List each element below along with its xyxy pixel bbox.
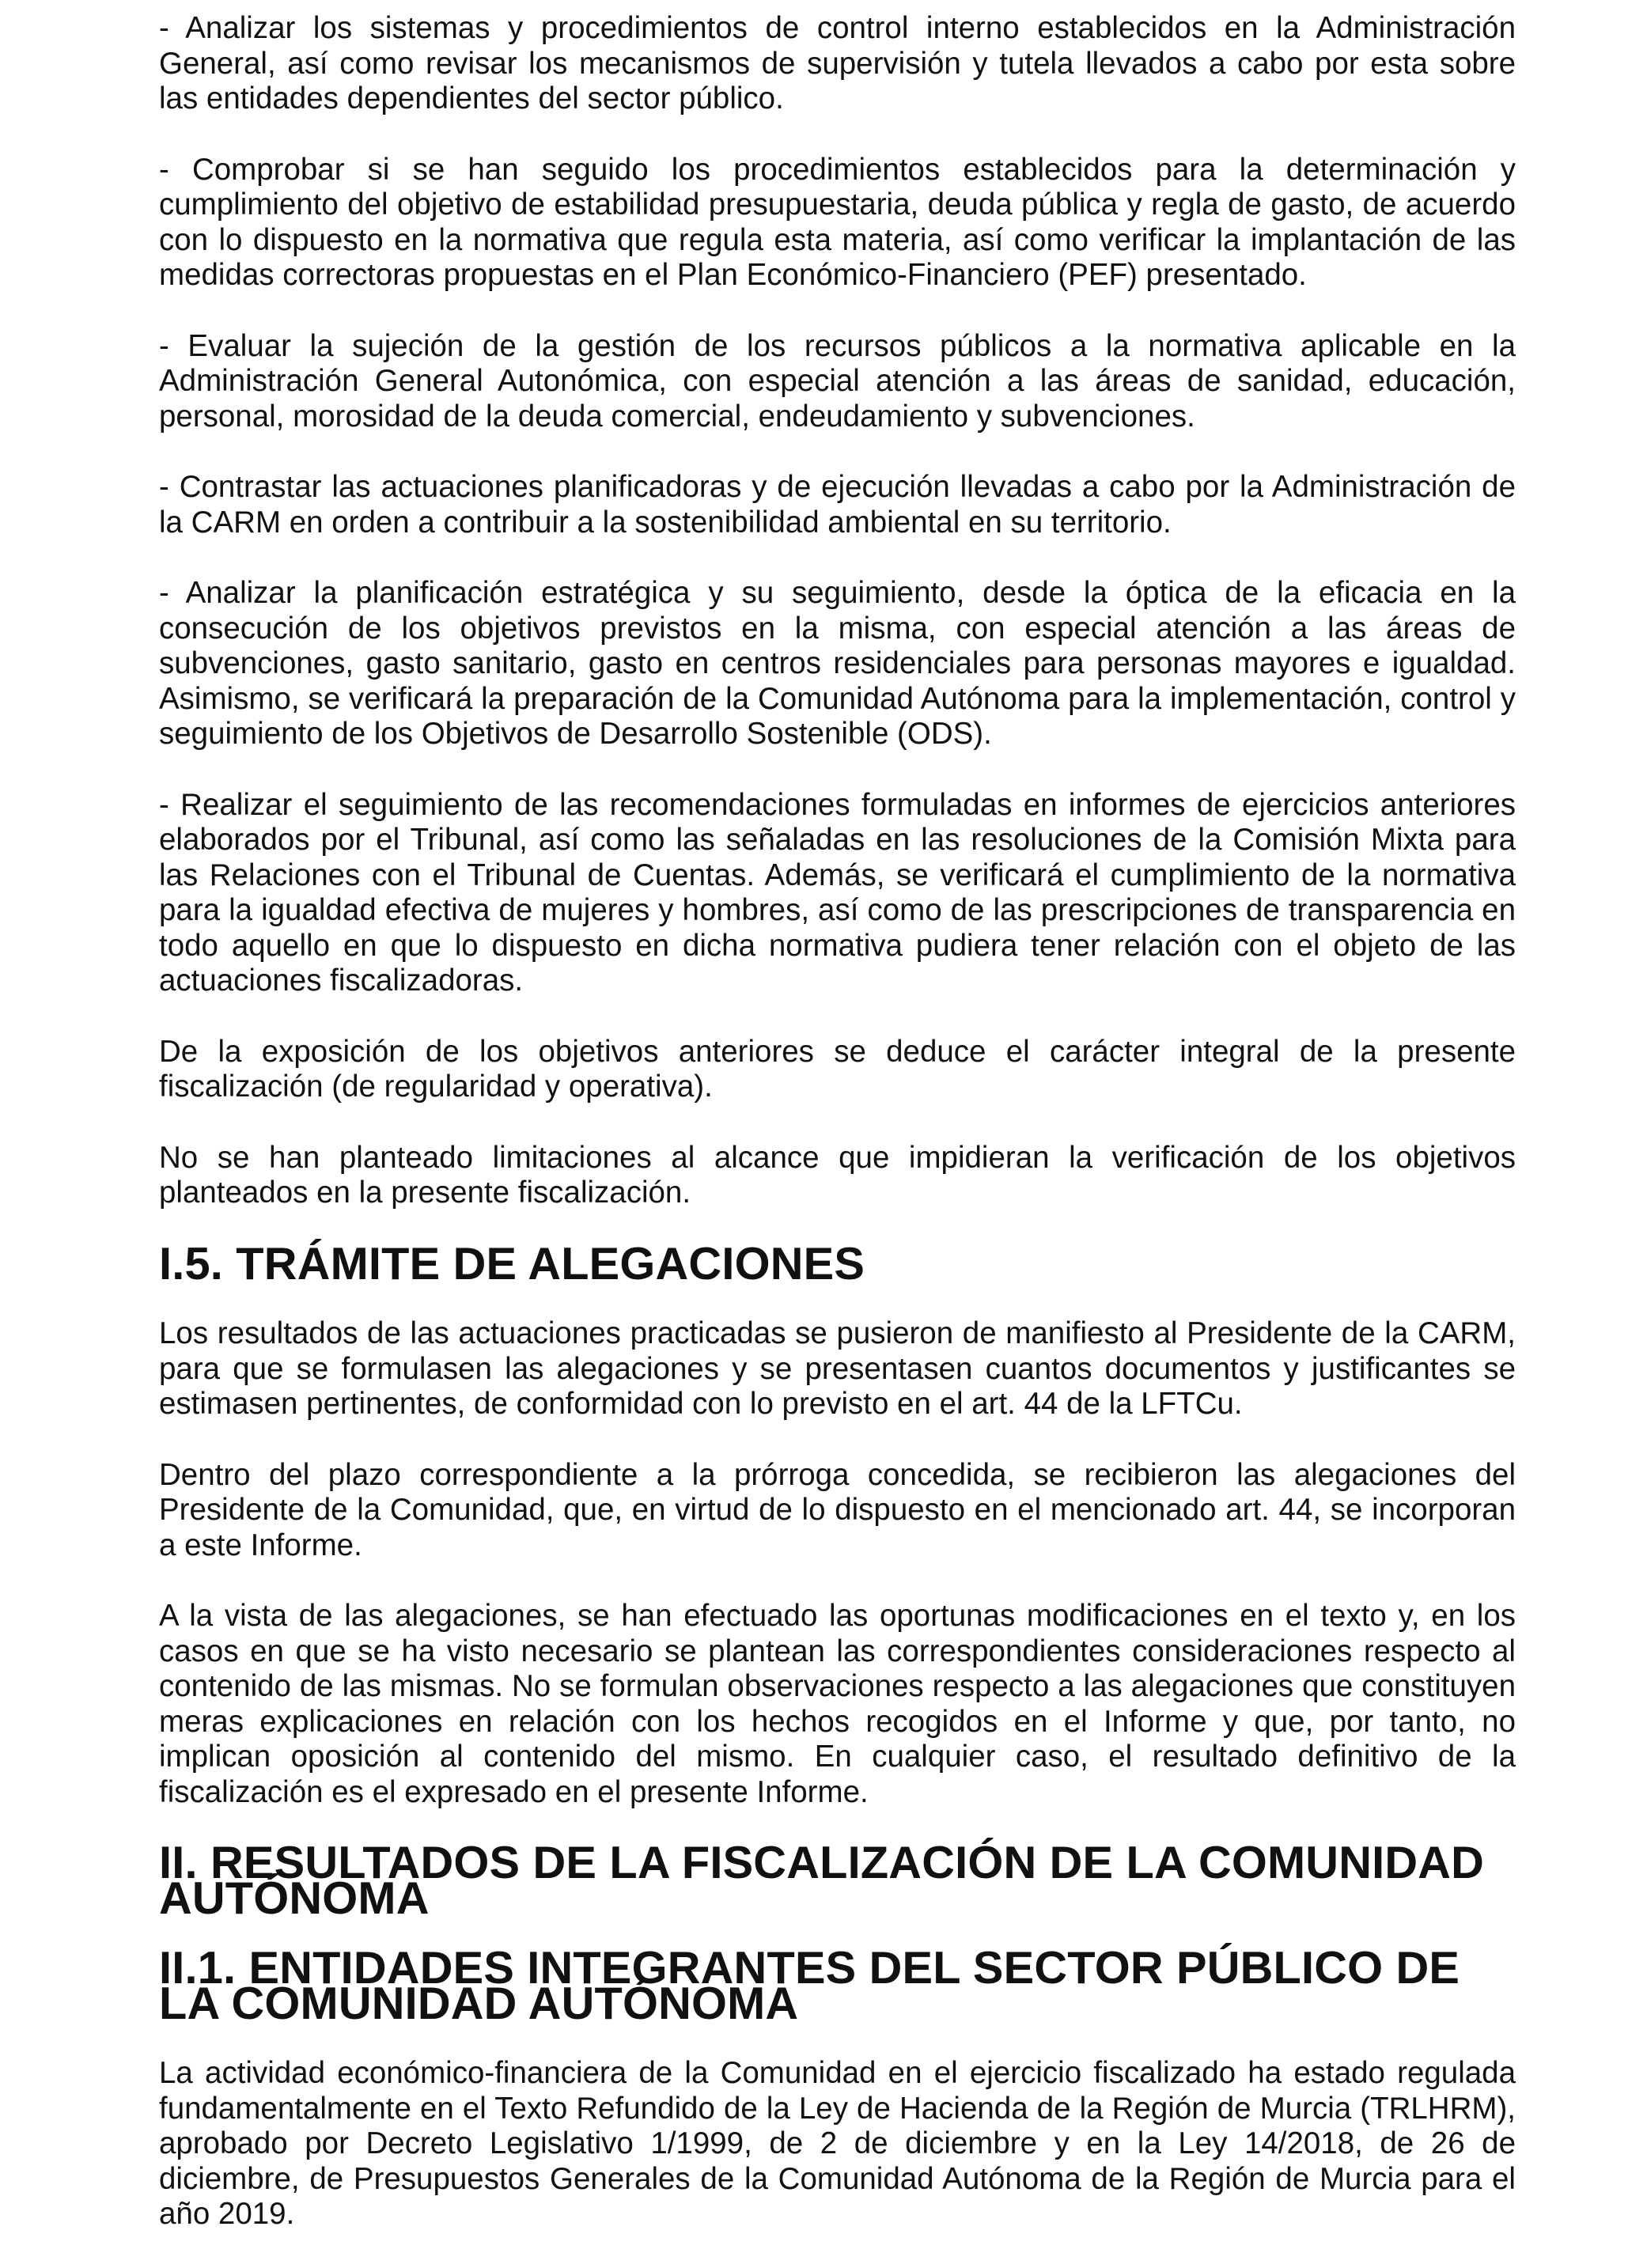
objective-paragraph-1: - Analizar los sistemas y procedimientos de control interno establecidos en la Administración General, así como revisar los mecanismos de supervisión y tutela llevados a cabo por esta sobre las entidades dependientes del sector público. — [159, 11, 1516, 115]
section-ii1-heading: II.1. ENTIDADES INTEGRANTES DEL SECTOR PÚBLICO DE LA COMUNIDAD AUTÓNOMA — [159, 1943, 1460, 2029]
objective-paragraph-5: - Analizar la planificación estratégica y su seguimiento, desde la óptica de la eficacia en la consecución de los objetivos previstos en la misma, con especial atención a las áreas de subvenciones, gasto sanitario, gasto en centros residenciales para personas mayores e igualdad. Asimismo, se verificará la preparación de la Comunidad Autónoma para la implementación, control y seguimiento de los Objetivos de Desarrollo Sostenible (ODS). — [159, 576, 1516, 751]
section-ii1-paragraph-1: La actividad económico-financiera de la Comunidad en el ejercicio fiscalizado ha estado regulada fundamentalmente en el Texto Refundido de la Ley de Hacienda de la Región de Murcia (TRLHRM), aprobado por Decreto Legislativo 1/1999, de 2 de diciembre y en la Ley 14/2018, de 26 de diciembre, de Presupuestos Generales de la Comunidad Autónoma de la Región de Murcia para el año 2019. — [159, 2056, 1516, 2231]
objective-paragraph-6: - Realizar el seguimiento de las recomendaciones formuladas en informes de ejercicios anteriores elaborados por el Tribunal, así como las señaladas en las resoluciones de la Comisión Mixta para las Relaciones con el Tribunal de Cuentas. Además, se verificará el cumplimiento de la normativa para la igualdad efectiva de mujeres y hombres, así como de las prescripciones de transparencia en todo aquello en que lo dispuesto en dicha normativa pudiera tener relación con el objeto de las actuaciones fiscalizadoras. — [159, 787, 1516, 998]
section-i5-heading: I.5. TRÁMITE DE ALEGACIONES — [159, 1238, 865, 1289]
document-page — [159, 11, 1516, 2268]
conclusion-paragraph-2: No se han planteado limitaciones al alcance que impidieran la verificación de los objetivos planteados en la presente fiscalización. — [159, 1140, 1516, 1210]
section-ii-heading: II. RESULTADOS DE LA FISCALIZACIÓN DE LA COMUNIDAD AUTÓNOMA — [159, 1838, 1485, 1924]
objective-paragraph-2: - Comprobar si se han seguido los procedimientos establecidos para la determinación y cumplimiento del objetivo de estabilidad presupuestaria, deuda pública y regla de gasto, de acuerdo con lo dispuesto en la normativa que regula esta materia, así como verificar la implantación de las medidas correctoras propuestas en el Plan Económico-Financiero (PEF) presentado. — [159, 152, 1516, 292]
objective-paragraph-4: - Contrastar las actuaciones planificadoras y de ejecución llevadas a cabo por la Administración de la CARM en orden a contribuir a la sostenibilidad ambiental en su territorio. — [159, 470, 1516, 540]
section-i5-paragraph-1: Los resultados de las actuaciones practicadas se pusieron de manifiesto al Presidente de la CARM, para que se formulasen las alegaciones y se presentasen cuantos documentos y justificantes se estimasen pertinentes, de conformidad con lo previsto en el art. 44 de la LFTCu. — [159, 1316, 1516, 1421]
conclusion-paragraph-1: De la exposición de los objetivos anteriores se deduce el carácter integral de la presente fiscalización (de regularidad y operativa). — [159, 1034, 1516, 1104]
section-i5-paragraph-3: A la vista de las alegaciones, se han efectuado las oportunas modificaciones en el texto y, en los casos en que se ha visto necesario se plantean las correspondientes consideraciones respecto al contenido de las mismas. No se formulan observaciones respecto a las alegaciones que constituyen meras explicaciones en relación con los hechos recogidos en el Informe y que, por tanto, no implican oposición al contenido del mismo. En cualquier caso, el resultado definitivo de la fiscalización es el expresado en el presente Informe. — [159, 1599, 1516, 1809]
objective-paragraph-3: - Evaluar la sujeción de la gestión de los recursos públicos a la normativa aplicable en la Administración General Autonómica, con especial atención a las áreas de sanidad, educación, personal, morosidad de la deuda comercial, endeudamiento y subvenciones. — [159, 328, 1516, 434]
section-i5-paragraph-2: Dentro del plazo correspondiente a la prórroga concedida, se recibieron las alegaciones del Presidente de la Comunidad, que, en virtud de lo dispuesto en el mencionado art. 44, se incorporan a este Informe. — [159, 1457, 1516, 1562]
